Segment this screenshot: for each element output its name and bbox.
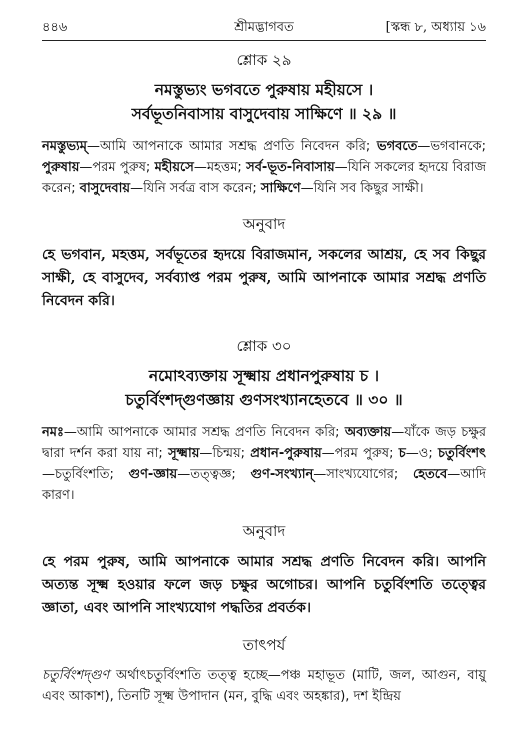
page-number: ৪৪৬ bbox=[42, 20, 68, 35]
verse-29-synonyms bbox=[42, 136, 486, 199]
synonym-meaning: —সাংখ্যযোগের; bbox=[313, 467, 413, 482]
synonym-meaning: —মহত্তম; bbox=[193, 160, 247, 175]
book-title: শ্রীমদ্ভাগবত bbox=[234, 20, 294, 35]
verse-30-line-1: নমোঽব্যক্তায় সূক্ষ্মায় প্রধানপুরুষায় চ । bbox=[148, 366, 380, 385]
verse-30-line-2: চতুর্বিংশদ্‌গুণজ্ঞায় গুণসংখ্যানহেতবে ॥ ৩০ ॥ bbox=[125, 390, 403, 409]
synonym-meaning: —যিনি সব কিছুর সাক্ষী। bbox=[300, 181, 424, 196]
book-page bbox=[42, 14, 486, 707]
verse-30-title: শ্লোক ৩০ bbox=[236, 337, 292, 355]
verse-29-title: শ্লোক ২৯ bbox=[236, 51, 292, 69]
synonym-word: সর্ব-ভূত-নিবাসায় bbox=[246, 160, 335, 175]
synonym-word: হেতবে bbox=[412, 467, 448, 482]
purport-paragraph bbox=[42, 665, 486, 707]
synonym-meaning: —ও; bbox=[405, 446, 439, 461]
verse-29-line-1: নমস্তুভ্যং ভগবতে পুরুষায় মহীয়সে । bbox=[154, 80, 374, 99]
synonym-word: চতুর্বিংশৎ bbox=[438, 446, 487, 461]
synonym-meaning: —চিন্ময়; bbox=[199, 446, 251, 461]
synonym-meaning: —ভগবানকে; bbox=[417, 139, 486, 154]
verse-30-translation: হে পরম পুরুষ, আমি আপনাকে আমার সশ্রদ্ধ প্রণতি নিবেদন করি। আপনি অত্যন্ত সূক্ষ্ম হওয়ার ফলে জড় চক্ষুর অগোচর। আপনি চতুর্বিংশতি তত্ত্বের জ্ঞাতা, এবং আপনি সাংখ্যযোগ পদ্ধতির প্রবর্তক। bbox=[42, 554, 486, 616]
synonym-word: বাসুদেবায় bbox=[79, 181, 131, 196]
chapter-reference: [স্কন্ধ ৮, অধ্যায় ১৬ bbox=[385, 20, 486, 35]
synonym-word: সাক্ষিণে bbox=[260, 181, 301, 196]
verse-29-translation: হে ভগবান, মহত্তম, সর্বভূতের হৃদয়ে বিরাজমান, সকলের আশ্রয়, হে সব কিছুর সাক্ষী, হে বাসুদেব, সর্বব্যাপ্ত পরম পুরুষ, আমি আপনাকে আমার সশ্রদ্ধ প্রণতি নিবেদন করি। bbox=[42, 247, 486, 309]
synonym-meaning: —পরম পুরুষ; bbox=[321, 446, 399, 461]
synonym-word: প্রধান-পুরুষায় bbox=[250, 446, 322, 461]
purport-term: চতুর্বিংশদ্‌গুণ bbox=[42, 668, 110, 683]
purport-title: তাৎপর্য bbox=[242, 636, 286, 654]
synonym-word: অব্যক্তায় bbox=[344, 425, 392, 440]
synonym-word: মহীয়সে bbox=[154, 160, 194, 175]
verse-29-translation-title: অনুবাদ bbox=[242, 215, 286, 233]
synonym-word: চ bbox=[398, 446, 406, 461]
synonym-meaning: —চতুর্বিংশতি; bbox=[42, 467, 129, 482]
synonym-meaning: —যিনি সকলের হৃদয়ে বিরাজ করেন; bbox=[42, 160, 486, 196]
synonym-word: নমস্তুভ্যম্ bbox=[42, 139, 88, 154]
synonym-meaning: —তত্ত্বজ্ঞ; bbox=[177, 467, 251, 482]
synonym-meaning: —যিনি সর্বত্র বাস করেন; bbox=[130, 181, 261, 196]
synonym-meaning: —আমি আপনাকে আমার সশ্রদ্ধ প্রণতি নিবেদন করি; bbox=[63, 425, 345, 440]
synonym-meaning: —আমি আপনাকে আমার সশ্রদ্ধ প্রণতি নিবেদন করি; bbox=[87, 139, 377, 154]
verse-30-translation-title: অনুবাদ bbox=[242, 522, 286, 540]
synonym-word: নমঃ bbox=[42, 425, 64, 440]
purport-text: অর্থাৎচতুর্বিংশতি তত্ত্ব হচ্ছে—পঞ্চ মহাভূত (মাটি, জল, আগুন, বায়ু এবং আকাশ), তিনটি সূক্ষ্ম উপাদান (মন, বুদ্ধি এবং অহঙ্কার), দশ ইন্দ্রিয় bbox=[42, 668, 486, 704]
synonym-word: গুণ-জ্ঞায় bbox=[128, 467, 178, 482]
synonym-word: ভগবতে bbox=[376, 139, 418, 154]
synonym-word: সূক্ষ্মায় bbox=[168, 446, 200, 461]
verse-29-line-2: সর্বভূতনিবাসায় বাসুদেবায় সাক্ষিণে ॥ ২৯ ॥ bbox=[131, 104, 397, 123]
running-header bbox=[42, 14, 486, 41]
synonym-word: গুণ-সংখ্যান্ bbox=[250, 467, 314, 482]
synonym-meaning: —পরম পুরুষ; bbox=[79, 160, 155, 175]
verse-30-synonyms bbox=[42, 422, 486, 506]
synonym-meaning: —যাঁকে জড় চক্ষুর দ্বারা দর্শন করা যায় না; bbox=[42, 425, 487, 461]
synonym-meaning: —আদি কারণ। bbox=[42, 467, 486, 503]
synonym-word: পুরুষায় bbox=[42, 160, 80, 175]
